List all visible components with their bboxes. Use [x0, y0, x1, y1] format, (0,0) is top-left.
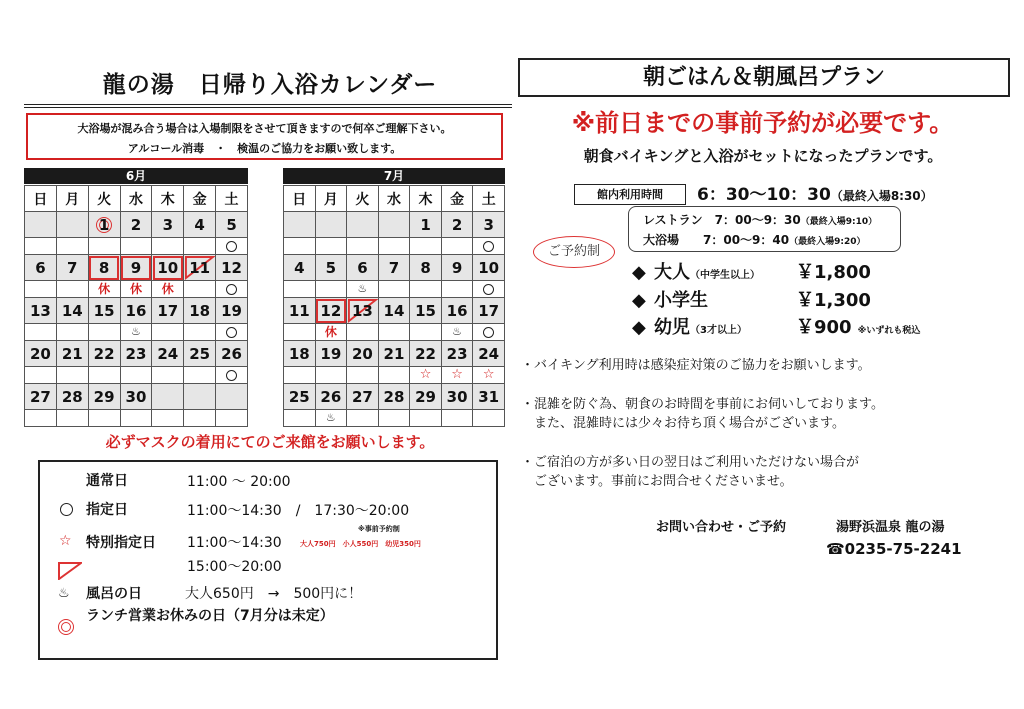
- circle-icon: [473, 281, 505, 298]
- empty-mark-cell: [441, 410, 473, 427]
- june-day-30: 30: [120, 384, 152, 410]
- june-blank-cell: [25, 212, 57, 238]
- legend-designated-hours: 11:00～14:30 / 17:30～20:00: [187, 503, 410, 519]
- bath-icon: ♨: [58, 586, 70, 601]
- price-label: 大人: [654, 262, 690, 283]
- price-value: ￥1,800: [796, 262, 871, 283]
- empty-mark-cell: [347, 367, 379, 384]
- july-weekday: 金: [441, 186, 473, 212]
- june-day-8: 8: [88, 255, 120, 281]
- title-divider: [24, 104, 512, 108]
- july-day-23: 23: [441, 341, 473, 367]
- july-day-20: 20: [347, 341, 379, 367]
- legend-lunch-closed: ランチ営業お休みの日（7月分は未定）: [86, 608, 334, 624]
- july-day-10: 10: [473, 255, 505, 281]
- mask-notice: 必ずマスクの着用にてのご来館をお願いします。: [105, 433, 435, 451]
- july-header: 7月: [283, 168, 505, 184]
- june-day-3: 3: [152, 212, 184, 238]
- empty-mark-cell: [152, 238, 184, 255]
- empty-mark-cell: [120, 238, 152, 255]
- empty-mark-cell: [152, 324, 184, 341]
- june-day-29: 29: [88, 384, 120, 410]
- price-row: [632, 258, 871, 284]
- june-day-15: 15: [88, 298, 120, 324]
- july-day-22: 22: [410, 341, 442, 367]
- empty-mark-cell: [315, 367, 347, 384]
- price-sub: （中学生以上）: [690, 270, 760, 281]
- empty-mark-cell: [56, 238, 88, 255]
- june-day-4: 4: [184, 212, 216, 238]
- reservation-badge: ご予約制: [533, 236, 615, 268]
- july-day-24: 24: [473, 341, 505, 367]
- empty-mark-cell: [284, 410, 316, 427]
- july-weekday: 火: [347, 186, 379, 212]
- empty-mark-cell: [284, 238, 316, 255]
- circle-icon: [216, 367, 248, 384]
- june-blank-cell: [216, 384, 248, 410]
- bath-icon: ♨: [347, 281, 379, 298]
- empty-mark-cell: [378, 410, 410, 427]
- july-day-1: 1: [410, 212, 442, 238]
- calendar-title: 龍の湯 日帰り入浴カレンダー: [102, 72, 438, 98]
- july-day-29: 29: [410, 384, 442, 410]
- july-day-3: 3: [473, 212, 505, 238]
- empty-mark-cell: [25, 324, 57, 341]
- june-day-27: 27: [25, 384, 57, 410]
- bath-hours-text: 大浴場 7：00～9：40: [643, 233, 790, 247]
- price-label: 小学生: [654, 290, 708, 311]
- empty-mark-cell: [25, 367, 57, 384]
- july-day-15: 15: [410, 298, 442, 324]
- july-day-31: 31: [473, 384, 505, 410]
- july-day-2: 2: [441, 212, 473, 238]
- contact-phone[interactable]: ☎0235-75-2241: [826, 540, 962, 558]
- star-icon: ☆: [473, 367, 505, 384]
- empty-mark-cell: [184, 281, 216, 298]
- june-day-11: 11: [184, 255, 216, 281]
- empty-mark-cell: [378, 238, 410, 255]
- july-day-11: 11: [284, 298, 316, 324]
- info-guests-2: ございます。事前にお問合せくださいませ。: [521, 474, 793, 489]
- june-day-12: 12: [216, 255, 248, 281]
- june-day-18: 18: [184, 298, 216, 324]
- closed-mark: 休: [315, 324, 347, 341]
- contact-label: お問い合わせ・ご予約: [656, 520, 787, 535]
- notice-box: [26, 113, 503, 160]
- empty-mark-cell: [184, 367, 216, 384]
- price-sub: （3才以上）: [690, 325, 747, 336]
- empty-mark-cell: [88, 324, 120, 341]
- june-day-10: 10: [152, 255, 184, 281]
- diamond-icon: ◆: [632, 290, 646, 311]
- empty-mark-cell: [347, 410, 379, 427]
- june-day-7: 7: [56, 255, 88, 281]
- hours-range: 6：30～10：30: [697, 185, 831, 205]
- closed-mark: 休: [88, 281, 120, 298]
- empty-mark-cell: [441, 238, 473, 255]
- june-day-20: 20: [25, 341, 57, 367]
- info-buffet: ・バイキング利用時は感染症対策のご協力をお願いします。: [521, 358, 871, 373]
- july-day-12: 12: [315, 298, 347, 324]
- june-blank-cell: [56, 212, 88, 238]
- july-day-17: 17: [473, 298, 505, 324]
- notice-line-1: 大浴場が混み合う場合は入場制限をさせて頂きますので何卒ご理解下さい。: [77, 122, 452, 135]
- june-weekday: 日: [25, 186, 57, 212]
- july-day-9: 9: [441, 255, 473, 281]
- june-day-21: 21: [56, 341, 88, 367]
- info-congestion-2: また、混雑時には少々お待ち頂く場合がございます。: [521, 416, 845, 431]
- legend-special-hours-2: 15:00～20:00: [187, 559, 282, 575]
- legend-special-prices: 大人750円 小人550円 幼児350円: [300, 540, 421, 548]
- empty-mark-cell: [284, 324, 316, 341]
- empty-mark-cell: [56, 410, 88, 427]
- empty-mark-cell: [473, 410, 505, 427]
- june-weekday: 木: [152, 186, 184, 212]
- empty-mark-cell: [410, 281, 442, 298]
- empty-mark-cell: [25, 238, 57, 255]
- july-day-16: 16: [441, 298, 473, 324]
- info-congestion-1: ・混雑を防ぐ為、朝食のお時間を事前にお伺いしております。: [521, 397, 884, 412]
- june-weekday: 金: [184, 186, 216, 212]
- june-day-24: 24: [152, 341, 184, 367]
- circle-icon: [216, 281, 248, 298]
- circle-icon: [473, 324, 505, 341]
- empty-mark-cell: [88, 367, 120, 384]
- empty-mark-cell: [410, 410, 442, 427]
- bath-icon: ♨: [120, 324, 152, 341]
- july-weekday: 土: [473, 186, 505, 212]
- empty-mark-cell: [56, 367, 88, 384]
- june-blank-cell: [152, 384, 184, 410]
- empty-mark-cell: [315, 281, 347, 298]
- circle-icon: [473, 238, 505, 255]
- empty-mark-cell: [347, 324, 379, 341]
- info-guests-1: ・ご宿泊の方が多い日の翌日はご利用いただけない場合が: [521, 455, 860, 470]
- empty-mark-cell: [216, 410, 248, 427]
- july-weekday: 木: [410, 186, 442, 212]
- reserve-warning: ※前日までの事前予約が必要です。: [571, 109, 954, 137]
- empty-mark-cell: [120, 410, 152, 427]
- july-day-21: 21: [378, 341, 410, 367]
- june-day-5: 5: [216, 212, 248, 238]
- july-day-6: 6: [347, 255, 379, 281]
- july-day-19: 19: [315, 341, 347, 367]
- notice-line-2: アルコール消毒 ・ 検温のご協力をお願い致します。: [127, 142, 402, 155]
- june-weekday: 水: [120, 186, 152, 212]
- legend-designated-label: 指定日: [86, 502, 128, 518]
- july-day-26: 26: [315, 384, 347, 410]
- legend-normal-label: 通常日: [86, 473, 128, 489]
- empty-mark-cell: [378, 324, 410, 341]
- empty-mark-cell: [120, 367, 152, 384]
- june-blank-cell: [184, 384, 216, 410]
- price-row: [632, 286, 871, 312]
- july-blank-cell: [315, 212, 347, 238]
- june-day-2: 2: [120, 212, 152, 238]
- june-day-14: 14: [56, 298, 88, 324]
- legend-special-label: 特別指定日: [86, 535, 156, 551]
- double-circle-icon: [57, 618, 75, 640]
- july-blank-cell: [347, 212, 379, 238]
- empty-mark-cell: [284, 367, 316, 384]
- legend-special-reserve-note: ※事前予約制: [358, 525, 400, 533]
- empty-mark-cell: [25, 281, 57, 298]
- july-day-4: 4: [284, 255, 316, 281]
- empty-mark-cell: [184, 238, 216, 255]
- hours-label: 館内利用時間: [574, 184, 686, 205]
- june-day-25: 25: [184, 341, 216, 367]
- empty-mark-cell: [284, 281, 316, 298]
- plan-title: 朝ごはん＆朝風呂プラン: [518, 58, 1010, 97]
- june-day-28: 28: [56, 384, 88, 410]
- closed-mark: 休: [152, 281, 184, 298]
- star-icon: ☆: [59, 533, 72, 549]
- hours-value: [697, 180, 933, 205]
- legend-special-hours: 11:00～14:30: [187, 535, 282, 551]
- empty-mark-cell: [184, 410, 216, 427]
- star-icon: ☆: [441, 367, 473, 384]
- legend-bath-day-price: 大人650円 → 500円に！: [185, 586, 363, 602]
- empty-mark-cell: [56, 281, 88, 298]
- bath-icon: ♨: [441, 324, 473, 341]
- july-day-28: 28: [378, 384, 410, 410]
- hours-last-entry: （最終入場8:30）: [830, 189, 933, 203]
- diamond-icon: ◆: [632, 317, 646, 338]
- july-weekday: 月: [315, 186, 347, 212]
- empty-mark-cell: [25, 410, 57, 427]
- june-day-17: 17: [152, 298, 184, 324]
- bath-hours: [643, 231, 866, 248]
- july-day-27: 27: [347, 384, 379, 410]
- july-day-7: 7: [378, 255, 410, 281]
- price-label: 幼児: [654, 317, 690, 338]
- july-weekday: 水: [378, 186, 410, 212]
- triangle-flag-icon: [58, 562, 82, 584]
- june-day-26: 26: [216, 341, 248, 367]
- empty-mark-cell: [88, 410, 120, 427]
- legend-box: [38, 460, 498, 660]
- empty-mark-cell: [184, 324, 216, 341]
- contact-name: 湯野浜温泉 龍の湯: [836, 520, 945, 535]
- price-value: ￥900 ※いずれも税込: [796, 317, 921, 338]
- june-day-16: 16: [120, 298, 152, 324]
- june-day-23: 23: [120, 341, 152, 367]
- june-day-22: 22: [88, 341, 120, 367]
- empty-mark-cell: [315, 238, 347, 255]
- restaurant-last-entry: （最終入場9:10）: [800, 217, 878, 227]
- legend-bath-day-label: 風呂の日: [86, 586, 142, 602]
- july-day-5: 5: [315, 255, 347, 281]
- june-weekday: 月: [56, 186, 88, 212]
- june-day-19: 19: [216, 298, 248, 324]
- circle-icon: [60, 501, 73, 517]
- june-weekday: 火: [88, 186, 120, 212]
- star-icon: ☆: [410, 367, 442, 384]
- tax-note: ※いずれも税込: [857, 326, 921, 336]
- empty-mark-cell: [378, 281, 410, 298]
- empty-mark-cell: [152, 410, 184, 427]
- empty-mark-cell: [378, 367, 410, 384]
- july-day-13: 13: [347, 298, 379, 324]
- plan-description: 朝食バイキングと入浴がセットになったプランです。: [583, 147, 943, 165]
- legend-normal-hours: 11:00 ～ 20:00: [187, 474, 291, 490]
- june-day-6: 6: [25, 255, 57, 281]
- july-day-14: 14: [378, 298, 410, 324]
- june-day-1: 1: [88, 212, 120, 238]
- restaurant-hours-text: レストラン 7：00～9：30: [643, 213, 801, 227]
- july-day-25: 25: [284, 384, 316, 410]
- bath-last-entry: （最終入場9:20）: [789, 237, 866, 247]
- june-day-13: 13: [25, 298, 57, 324]
- circle-icon: [216, 324, 248, 341]
- empty-mark-cell: [88, 238, 120, 255]
- empty-mark-cell: [410, 324, 442, 341]
- circle-icon: [216, 238, 248, 255]
- empty-mark-cell: [347, 238, 379, 255]
- bath-icon: ♨: [315, 410, 347, 427]
- diamond-icon: ◆: [632, 262, 646, 283]
- facility-hours-box: [628, 206, 901, 252]
- price-value: ￥1,300: [796, 290, 871, 311]
- closed-mark: 休: [120, 281, 152, 298]
- july-blank-cell: [378, 212, 410, 238]
- empty-mark-cell: [441, 281, 473, 298]
- june-header: 6月: [24, 168, 248, 184]
- empty-mark-cell: [56, 324, 88, 341]
- july-blank-cell: [284, 212, 316, 238]
- june-weekday: 土: [216, 186, 248, 212]
- price-row: [632, 313, 921, 339]
- june-table: [24, 185, 248, 427]
- july-day-18: 18: [284, 341, 316, 367]
- july-day-30: 30: [441, 384, 473, 410]
- july-day-8: 8: [410, 255, 442, 281]
- restaurant-hours: [643, 211, 877, 228]
- june-day-9: 9: [120, 255, 152, 281]
- july-weekday: 日: [284, 186, 316, 212]
- empty-mark-cell: [410, 238, 442, 255]
- july-table: [283, 185, 505, 427]
- empty-mark-cell: [152, 367, 184, 384]
